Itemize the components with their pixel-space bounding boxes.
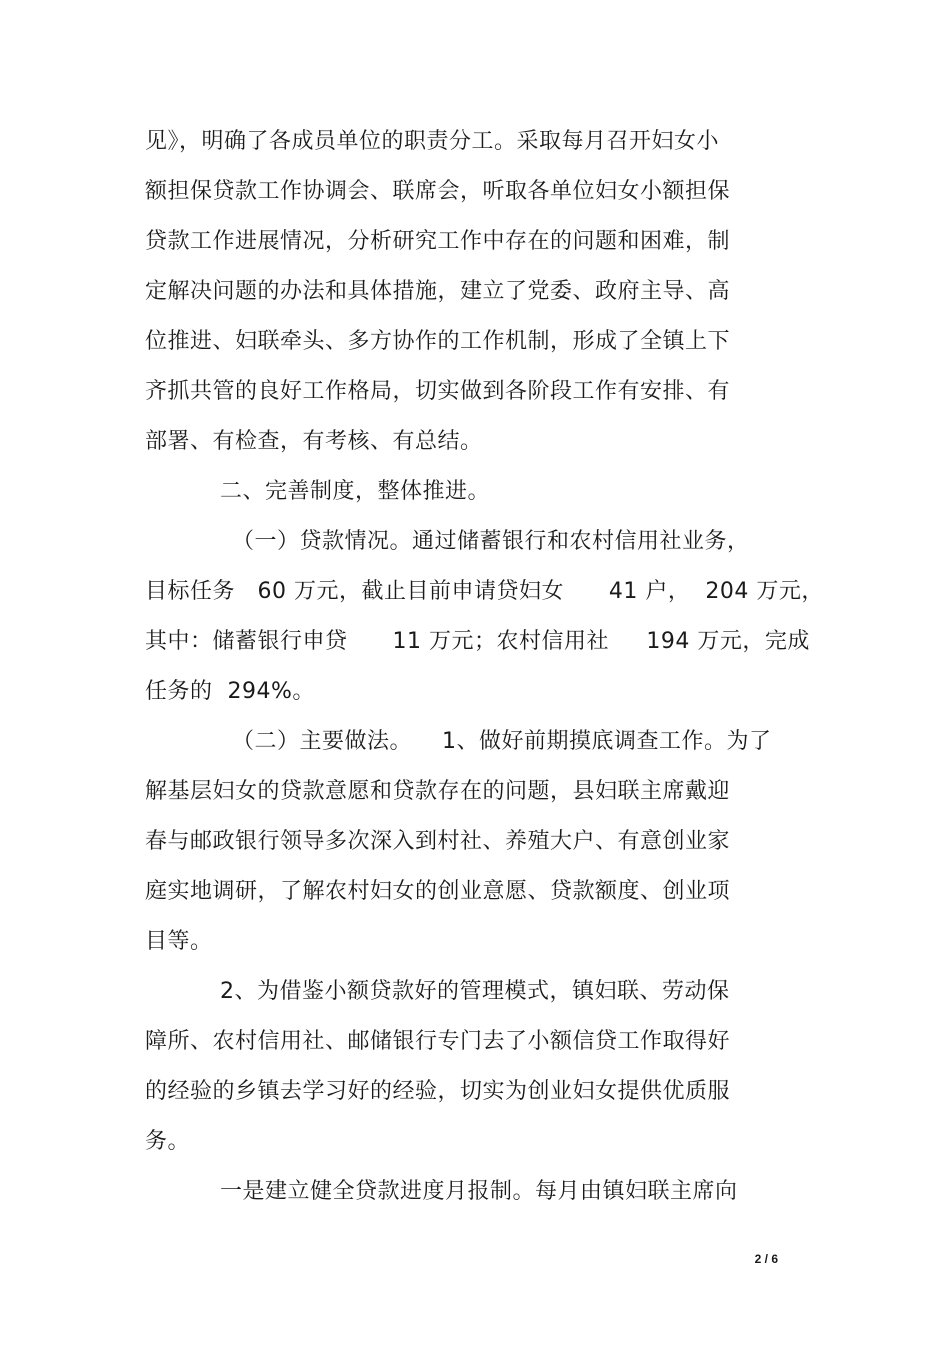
text-line: 的经验的乡镇去学习好的经验，切实为创业妇女提供优质服 [145, 1079, 731, 1104]
text-line: 位推进、妇联牵头、多方协作的工作机制，形成了全镇上下 [145, 329, 731, 354]
subsection-heading: （二）主要做法。 1、做好前期摸底调查工作。为了 [232, 729, 772, 754]
paragraph-start: 一是建立健全贷款进度月报制。每月由镇妇联主席向 [220, 1179, 738, 1204]
paragraph-start: 2、为借鉴小额贷款好的管理模式，镇妇联、劳动保 [220, 979, 730, 1004]
text-line: 庭实地调研，了解农村妇女的创业意愿、贷款额度、创业项 [145, 879, 731, 904]
text-line: 解基层妇女的贷款意愿和贷款存在的问题，县妇联主席戴迎 [145, 779, 731, 804]
text-line: 任务的 294%。 [145, 679, 315, 704]
text-line: 目等。 [145, 929, 213, 954]
text-line: 其中：储蓄银行申贷 11 万元；农村信用社 194 万元，完成 [145, 629, 810, 654]
text-line: 春与邮政银行领导多次深入到村社、养殖大户、有意创业家 [145, 829, 731, 854]
text-line: 定解决问题的办法和具体措施，建立了党委、政府主导、高 [145, 279, 731, 304]
text-line: 务。 [145, 1129, 191, 1154]
page-number: 2 / 6 [754, 1252, 778, 1266]
text-line: 齐抓共管的良好工作格局，切实做到各阶段工作有安排、有 [145, 379, 731, 404]
text-line: 障所、农村信用社、邮储银行专门去了小额信贷工作取得好 [145, 1029, 731, 1054]
text-line: 目标任务 60 万元，截止目前申请贷妇女 41 户， 204 万元， [145, 579, 824, 604]
text-line: 部署、有检查，有考核、有总结。 [145, 429, 483, 454]
text-line: 见》，明确了各成员单位的职责分工。采取每月召开妇女小 [145, 129, 720, 154]
text-line: 额担保贷款工作协调会、联席会，听取各单位妇女小额担保 [145, 179, 731, 204]
subsection-heading: （一）贷款情况。通过储蓄银行和农村信用社业务， [232, 529, 750, 554]
section-heading: 二、完善制度，整体推进。 [220, 479, 491, 504]
text-line: 贷款工作进展情况，分析研究工作中存在的问题和困难，制 [145, 229, 731, 254]
